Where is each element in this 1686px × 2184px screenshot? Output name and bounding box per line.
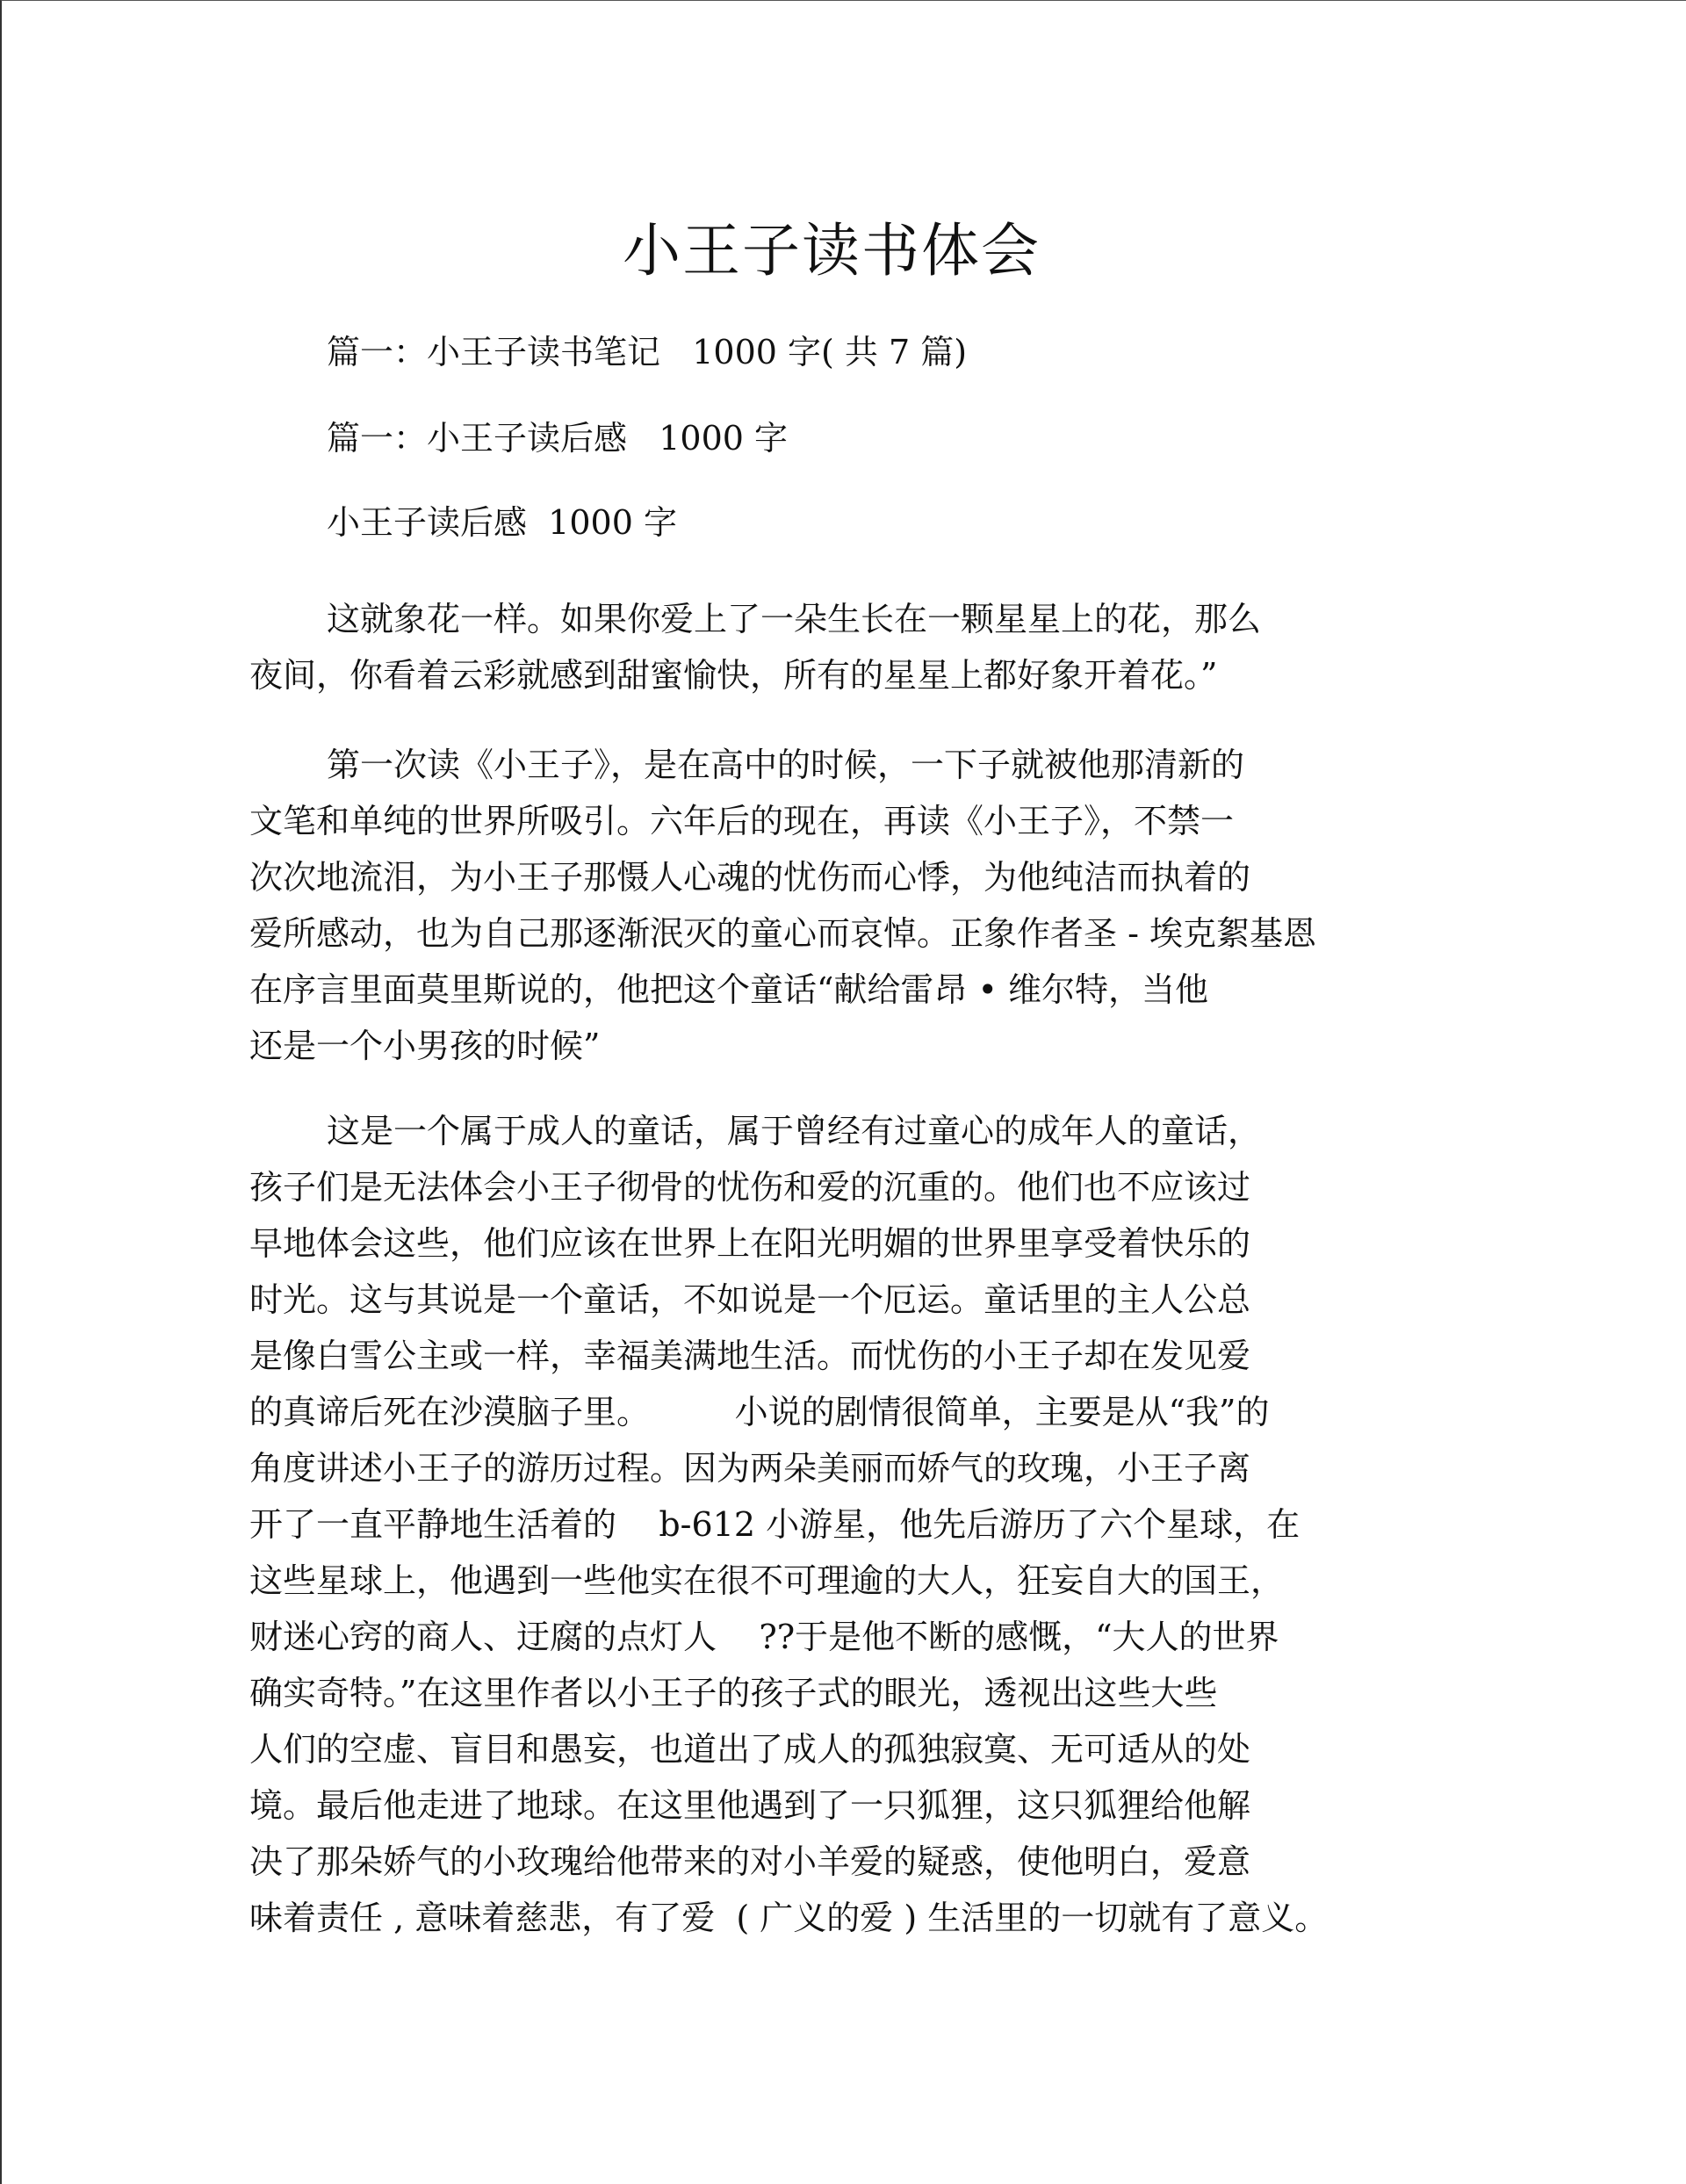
paragraph-line: 这就象花一样。如果你爱上了一朵生长在一颗星星上的花，那么	[327, 600, 1262, 638]
paragraph-line: 夜间，你看着云彩就感到甜蜜愉快，所有的星星上都好象开着花。”	[249, 656, 1218, 695]
paragraph-line: 爱所感动，也为自己那逐渐泯灭的童心而哀悼。正象作者圣 - 埃克絮基恩	[249, 914, 1317, 953]
paragraph-line: 时光。这与其说是一个童话，不如说是一个厄运。童话里的主人公总	[249, 1280, 1251, 1319]
paragraph-line: 这些星球上，他遇到一些他实在很不可理逾的大人，狂妄自大的国王，	[249, 1561, 1285, 1600]
paragraph-line: 确实奇特。”在这里作者以小王子的孩子式的眼光，透视出这些大些	[249, 1674, 1218, 1712]
paragraph-line: 文笔和单纯的世界所吸引。六年后的现在，再读《小王子》，不禁一	[249, 802, 1235, 840]
paragraph-line: 早地体会这些，他们应该在世界上在阳光明媚的世界里享受着快乐的	[249, 1224, 1251, 1263]
paragraph-line: 还是一个小男孩的时候”	[249, 1027, 601, 1065]
paragraph-1	[249, 591, 1261, 703]
document-title: 小王子读书体会	[623, 217, 1041, 285]
paragraph-2	[249, 737, 1316, 1074]
subheading-1: 篇一：小王子读书笔记 1000 字( 共 7 篇)	[327, 333, 968, 371]
paragraph-3	[249, 1103, 1328, 1946]
paragraph-line: 开了一直平静地生活着的 b-612 小游星，他先后游历了六个星球，在	[249, 1505, 1301, 1544]
paragraph-line: 人们的空虚、盲目和愚妄，也道出了成人的孤独寂寞、无可适从的处	[249, 1730, 1251, 1769]
paragraph-line: 的真谛后死在沙漠脑子里。 小说的剧情很简单，主要是从“我”的	[249, 1393, 1270, 1431]
paragraph-line: 这是一个属于成人的童话，属于曾经有过童心的成年人的童话，	[327, 1112, 1262, 1150]
paragraph-line: 味着责任 , 意味着慈悲，有了爱 ( 广义的爱 ) 生活里的一切就有了意义。	[249, 1899, 1329, 1937]
paragraph-line: 孩子们是无法体会小王子彻骨的忧伤和爱的沉重的。他们也不应该过	[249, 1168, 1251, 1207]
paragraph-line: 决了那朵娇气的小玫瑰给他带来的对小羊爱的疑惑，使他明白，爱意	[249, 1842, 1251, 1881]
paragraph-line: 次次地流泪，为小王子那慑人心魂的忧伤而心悸，为他纯洁而执着的	[249, 858, 1251, 897]
paragraph-line: 在序言里面莫里斯说的，他把这个童话“献给雷昂 • 维尔特，当他	[249, 970, 1209, 1009]
paragraph-line: 角度讲述小王子的游历过程。因为两朵美丽而娇气的玫瑰，小王子离	[249, 1449, 1251, 1488]
paragraph-line: 第一次读《小王子》，是在高中的时候，一下子就被他那清新的	[327, 746, 1245, 784]
paragraph-line: 财迷心窍的商人、迂腐的点灯人 ??于是他不断的感慨，“大人的世界	[249, 1618, 1279, 1656]
paragraph-line: 境。最后他走进了地球。在这里他遇到了一只狐狸，这只狐狸给他解	[249, 1786, 1251, 1825]
subheading-2: 篇一：小王子读后感 1000 字	[327, 419, 789, 458]
paragraph-line: 是像白雪公主或一样，幸福美满地生活。而忧伤的小王子却在发见爱	[249, 1337, 1251, 1375]
subheading-3: 小王子读后感 1000 字	[327, 503, 677, 542]
